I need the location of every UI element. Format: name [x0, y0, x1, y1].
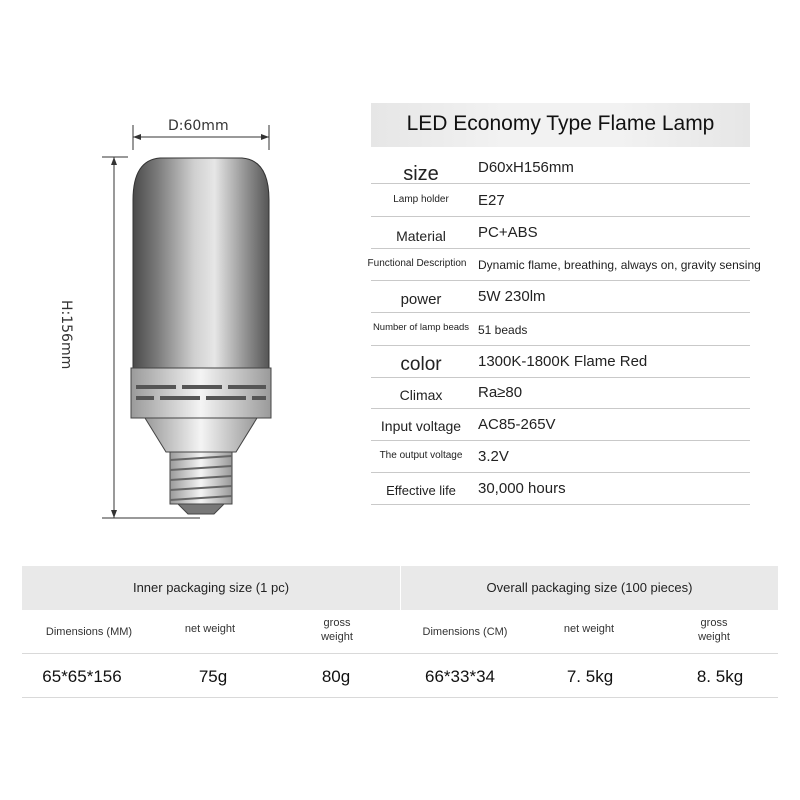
spec-row-functional-description	[367, 249, 761, 281]
spec-row-climax	[371, 378, 750, 409]
lamp-drawing	[0, 0, 360, 540]
spec-label: color	[400, 354, 442, 375]
inner-dimensions-value: 65*65*156	[42, 667, 122, 686]
overall-packaging-title: Overall packaging size (100 pieces)	[486, 580, 693, 595]
spec-value: E27	[478, 192, 505, 209]
spec-value: AC85-265V	[478, 416, 556, 433]
spec-value: PC+ABS	[478, 224, 538, 241]
spec-label: Effective life	[386, 483, 456, 498]
spec-value: 1300K-1800K Flame Red	[478, 353, 648, 370]
inner-gross-weight-value: 80g	[321, 667, 351, 686]
spec-row-power	[371, 281, 750, 313]
spec-value: 51 beads	[478, 323, 528, 337]
inner-net-weight-value: 75g	[198, 667, 228, 686]
pack-divider	[22, 653, 778, 654]
spec-title: LED Economy Type Flame Lamp	[406, 112, 715, 135]
spec-row-material	[371, 217, 750, 249]
overall-net-weight-label: net weight	[563, 623, 615, 635]
overall-gross-weight-label: gross weight	[698, 617, 730, 643]
spec-row-size	[371, 151, 750, 184]
overall-net-weight-value: 7. 5kg	[566, 667, 614, 686]
overall-gross-weight-value: 8. 5kg	[696, 667, 744, 686]
spec-label: Climax	[399, 387, 443, 403]
spec-value: Dynamic flame, breathing, always on, gravity sensing	[478, 258, 761, 272]
spec-value: Ra≥80	[478, 384, 523, 401]
inner-net-weight-label: net weight	[184, 623, 236, 635]
inner-packaging-header	[22, 566, 400, 610]
spec-label: Functional Description	[367, 258, 467, 269]
spec-row-color	[371, 346, 750, 378]
diameter-label: D:60mm	[168, 118, 229, 134]
spec-row-lamp-holder	[371, 184, 750, 217]
spec-row-effective-life	[371, 473, 750, 505]
overall-dimensions-label: Dimensions (CM)	[422, 626, 508, 638]
inner-packaging-title: Inner packaging size (1 pc)	[132, 580, 290, 595]
spec-value: 30,000 hours	[478, 480, 566, 497]
spec-title-bar	[371, 103, 750, 147]
spec-label: Input voltage	[380, 418, 462, 434]
spec-label: Number of lamp beads	[372, 322, 470, 333]
spec-row-output-voltage	[371, 441, 750, 473]
spec-label: The output voltage	[379, 450, 463, 461]
spec-value: 5W 230lm	[478, 288, 546, 305]
pack-bottom-line	[22, 697, 778, 698]
overall-packaging-header	[401, 566, 778, 610]
spec-row-input-voltage	[371, 409, 750, 441]
spec-value: D60xH156mm	[478, 159, 574, 176]
spec-label: Lamp holder	[393, 194, 449, 205]
spec-label: size	[403, 163, 439, 185]
inner-gross-weight-label: gross weight	[321, 617, 353, 643]
spec-label: power	[400, 291, 442, 308]
lamp-illustration	[0, 0, 360, 540]
inner-dimensions-label: Dimensions (MM)	[45, 626, 133, 638]
spec-row-lamp-beads	[371, 313, 750, 346]
spec-label: Material	[396, 228, 446, 244]
spec-value: 3.2V	[478, 448, 509, 465]
overall-dimensions-value: 66*33*34	[425, 667, 495, 686]
height-label: H:156mm	[58, 300, 74, 370]
